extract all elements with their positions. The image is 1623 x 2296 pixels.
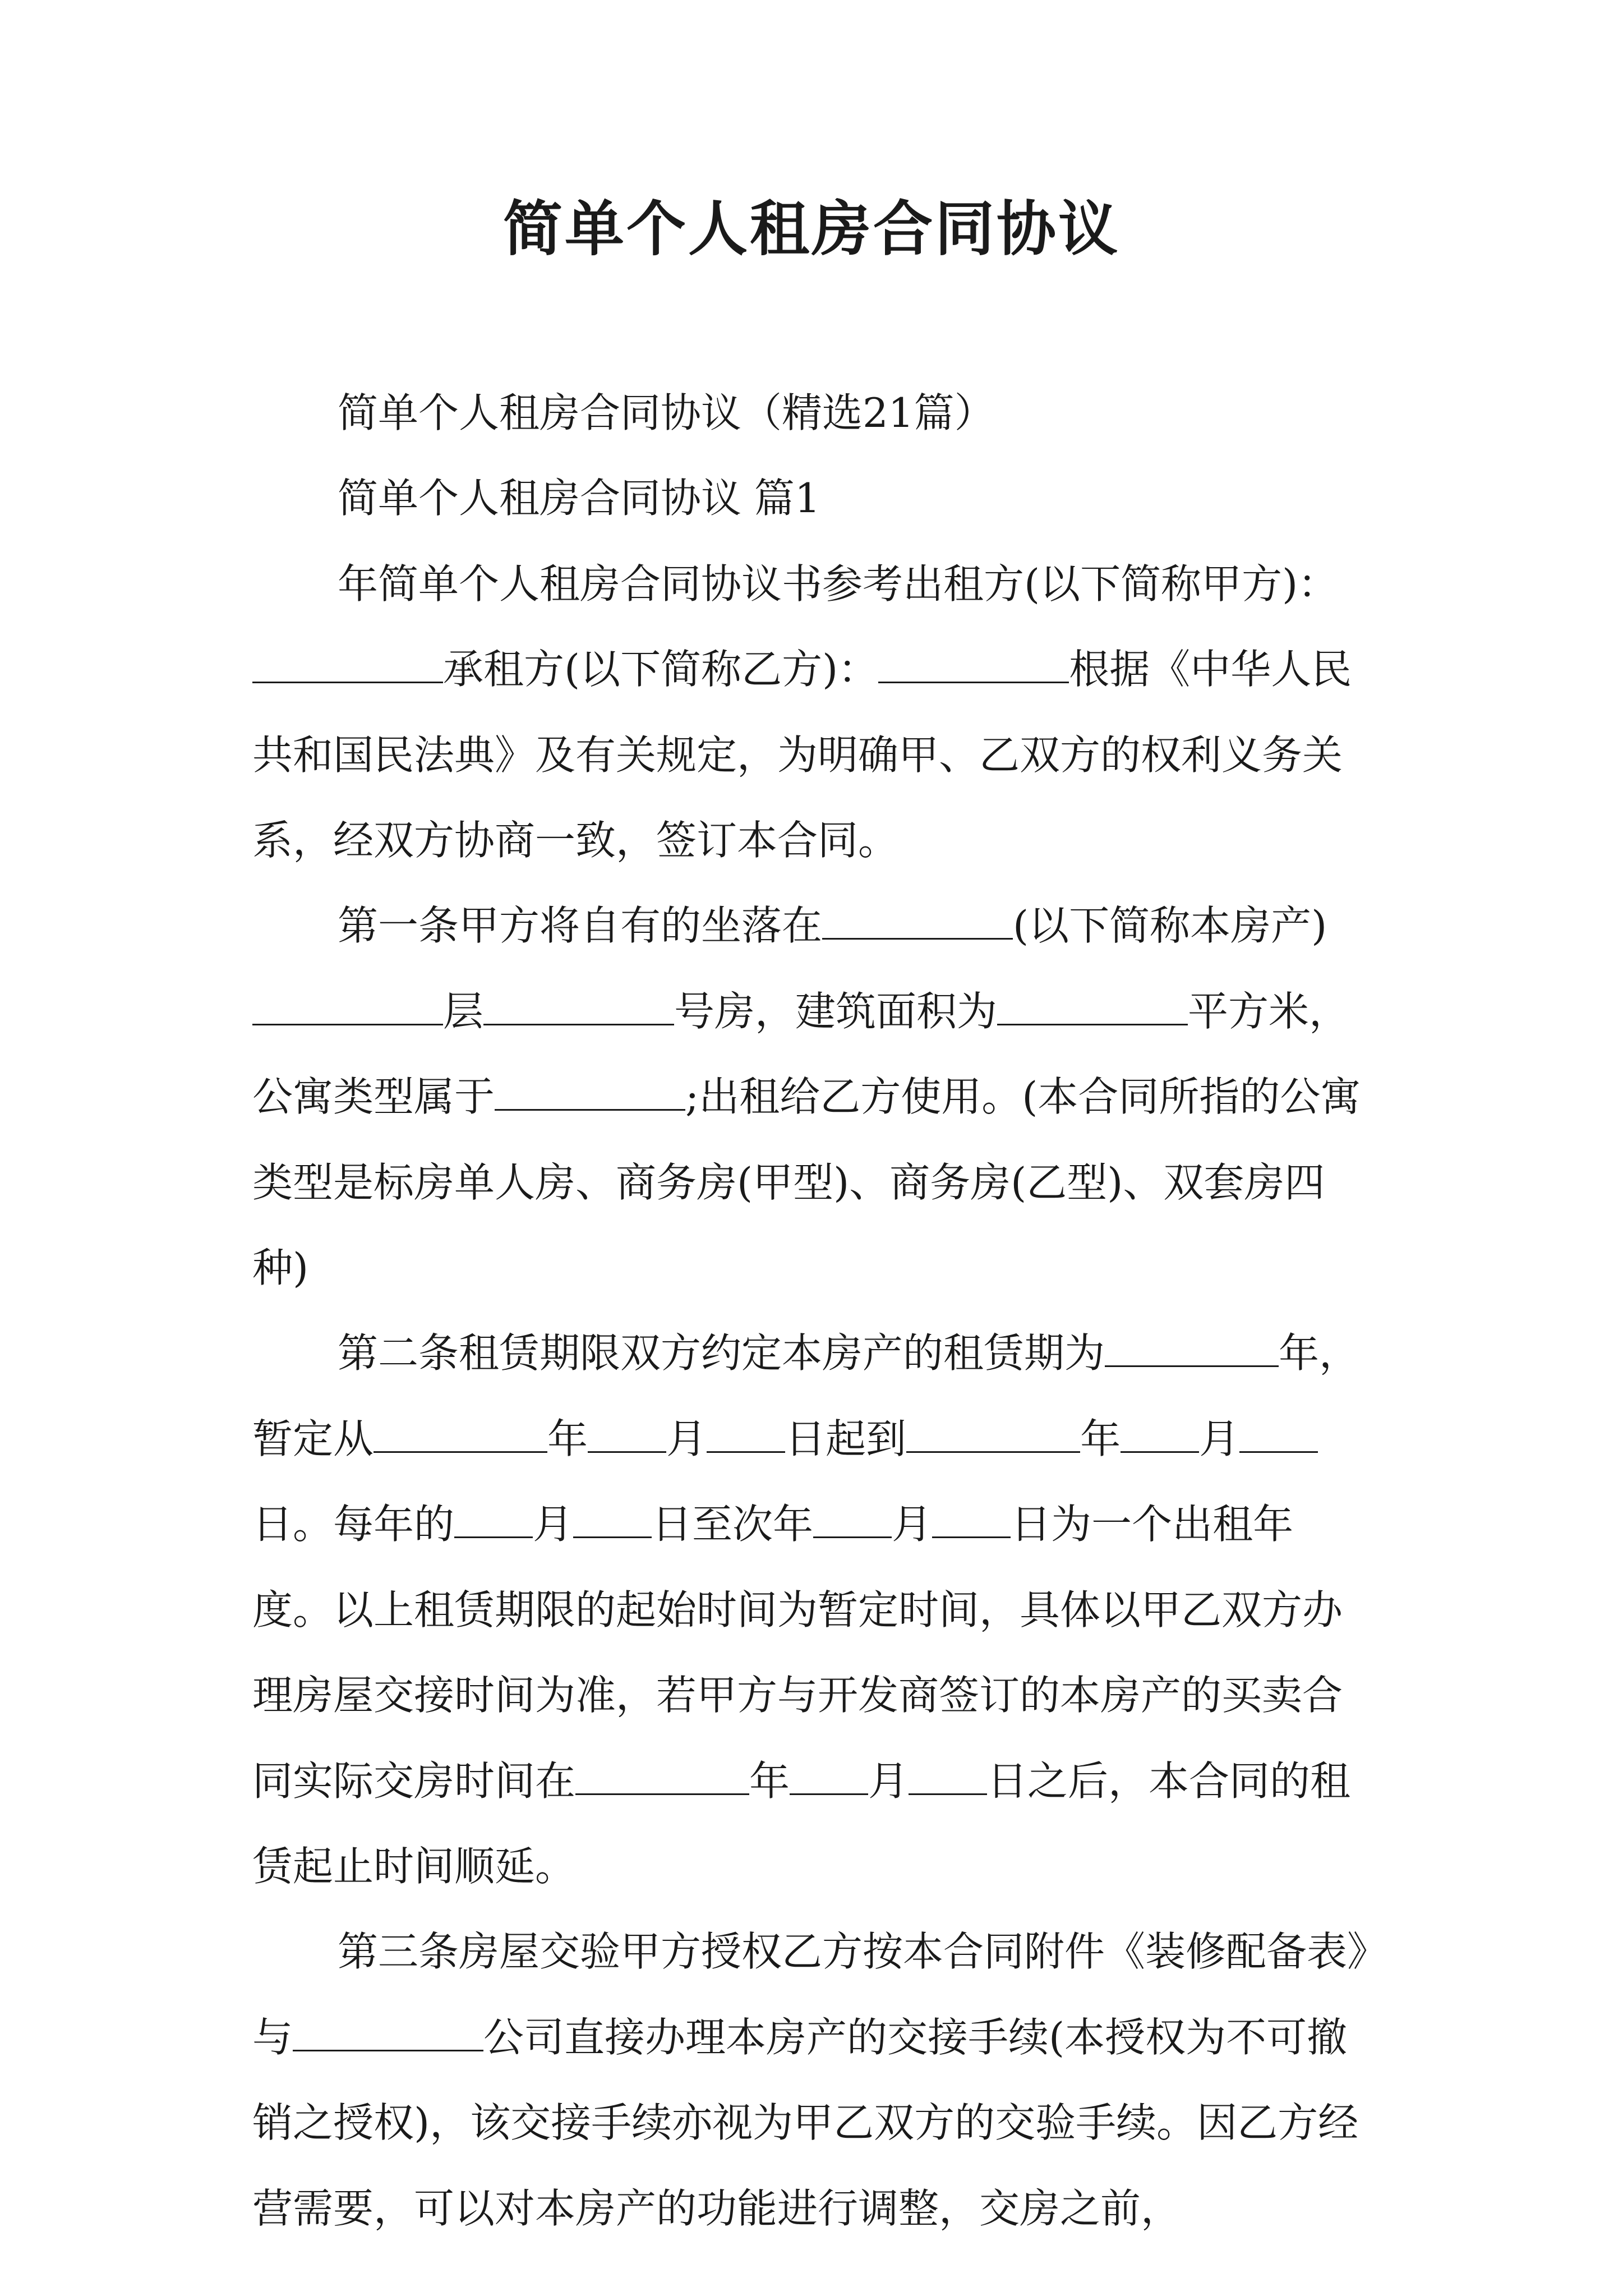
paragraph-text: 年简单个人租房合同协议书参考出租方(以下简称甲方)： <box>338 560 1339 608</box>
yearly-start-month-blank <box>454 1499 533 1538</box>
lessee-blank <box>878 645 1069 683</box>
paragraph-text: 号房，建筑面积为 <box>674 987 998 1035</box>
end-year-blank <box>906 1414 1080 1453</box>
paragraph-text: 日起到 <box>785 1415 907 1462</box>
location-blank <box>822 901 1013 940</box>
paragraph-text: 根据《中华人民共和国民法典》及有关规定，为明确甲、乙双方的权利义务关系，经双方协商一致，签订本合同。 <box>252 646 1352 864</box>
company-blank <box>293 2012 483 2051</box>
paragraph-text: 月 <box>892 1501 933 1548</box>
handover-day-blank <box>909 1756 987 1795</box>
start-year-blank <box>374 1414 547 1453</box>
paragraph-text: 第三条房屋交验甲方授权乙方按本合同附件《装修配备表》与 <box>252 1928 1368 2061</box>
paragraph-text: 月 <box>533 1501 574 1548</box>
paragraph-text: 日为一个出租年度。以上租赁期限的起始时间为暂定时间，具体以甲乙双方办理房屋交接时间为准，若甲方与开发商签订的本房产的买卖合同实际交房时间在 <box>252 1501 1343 1805</box>
paragraph-text: 日之后，本合同的租赁起止时间顺延。 <box>252 1757 1351 1890</box>
end-month-blank <box>1121 1414 1199 1453</box>
paragraph-text: 月 <box>666 1415 707 1462</box>
document-title: 简单个人租房合同协议 <box>503 194 1120 264</box>
paragraph-text: 第二条租赁期限双方约定本房产的租赁期为 <box>338 1329 1105 1377</box>
start-month-blank <box>588 1414 666 1453</box>
yearly-end-month-blank <box>813 1499 892 1538</box>
handover-month-blank <box>790 1756 868 1795</box>
paragraph-text: 日至次年 <box>652 1501 814 1548</box>
paragraph-text: 月 <box>1199 1415 1240 1462</box>
paragraph-text: 承租方(以下简称乙方)： <box>443 646 879 693</box>
paragraph-article-2 <box>252 1310 1374 1909</box>
yearly-end-day-blank <box>932 1499 1011 1538</box>
document-body <box>252 370 1374 2251</box>
lease-term-blank <box>1105 1328 1279 1367</box>
yearly-start-day-blank <box>573 1499 652 1538</box>
start-day-blank <box>707 1414 785 1453</box>
section-heading: 简单个人租房合同协议 篇1 <box>338 475 820 522</box>
paragraph-text: 年，暂定从 <box>252 1329 1360 1462</box>
floor-blank <box>252 987 443 1025</box>
paragraph-article-3 <box>252 1909 1374 2251</box>
paragraph-text: ;出租给乙方使用。(本合同所指的公寓类型是标房单人房、商务房(甲型)、商务房(乙型)、双套房四种) <box>252 1073 1361 1292</box>
paragraph-parties <box>252 541 1374 884</box>
paragraph-text: 第一条甲方将自有的坐落在 <box>338 902 823 950</box>
lessor-blank <box>252 645 443 683</box>
handover-year-blank <box>575 1756 749 1795</box>
paragraph-text: 平方米，公寓类型属于 <box>252 987 1350 1121</box>
paragraph-text: 公司直接办理本房产的交接手续(本授权为不可撤销之授权)，该交接手续亦视为甲乙双方的交验手续。因乙方经营需要，可以对本房产的功能进行调整，交房之前， <box>252 2013 1359 2232</box>
paragraph-text: 年 <box>1080 1415 1121 1462</box>
paragraph-text: 层 <box>443 987 484 1035</box>
area-blank <box>997 987 1188 1025</box>
apartment-type-blank <box>495 1072 685 1111</box>
end-day-blank <box>1239 1414 1318 1453</box>
paragraph-text: 月 <box>868 1757 909 1805</box>
paragraph-text: 年 <box>749 1757 790 1805</box>
room-number-blank <box>483 987 674 1025</box>
paragraph-text: (以下简称本房产) <box>1013 902 1327 950</box>
paragraph-text: 日。每年的 <box>252 1501 455 1548</box>
paragraph-text: 年 <box>547 1415 588 1462</box>
document-subtitle: 简单个人租房合同协议（精选21篇） <box>338 389 995 436</box>
paragraph-article-1 <box>252 883 1374 1310</box>
